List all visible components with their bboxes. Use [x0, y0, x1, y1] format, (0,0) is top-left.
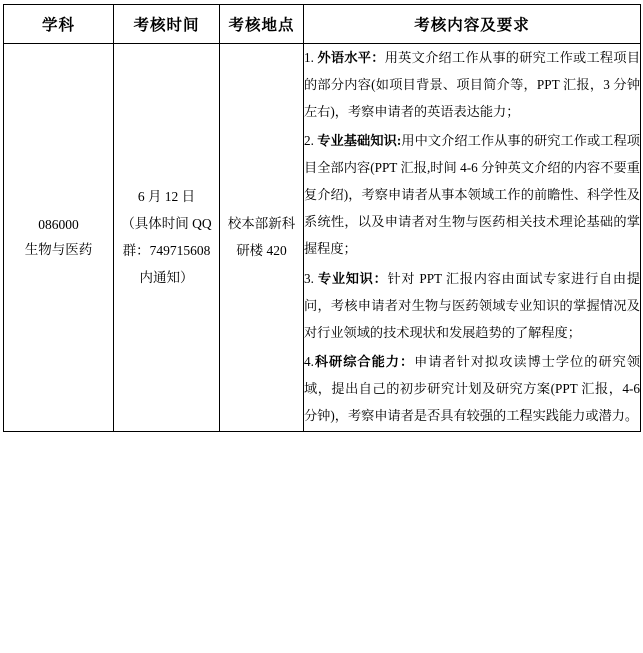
place-line-1: 校本部新科 — [227, 216, 296, 232]
table-header-row — [4, 5, 641, 44]
cell-content — [304, 44, 641, 432]
header-place: 考核地点 — [220, 5, 304, 44]
header-content: 考核内容及要求 — [304, 5, 641, 44]
requirement-item-3 — [304, 265, 640, 346]
requirement-number-3: 3. — [304, 270, 314, 286]
requirement-text-3: 针对 PPT 汇报内容由面试专家进行自由提问，考核申请者对生物与医药领域专业知识的掌握情况及对行业领域的技术现状和发展趋势的了解程度； — [304, 270, 641, 340]
exam-schedule-table — [3, 4, 641, 432]
subject-name: 生物与医药 — [24, 242, 93, 258]
requirement-item-4 — [304, 348, 640, 429]
requirement-text-2: 用中文介绍工作从事的研究工作或工程项目全部内容(PPT 汇报,时间 4-6 分钟英文介绍的内容不要重复介绍)，考察申请者从事本领域工作的前瞻性、科学性及系统性，以及申请者对生物与医药相关技术理论基础的掌握程度； — [304, 133, 640, 257]
time-note-line-1: （具体时间 QQ — [121, 216, 212, 232]
place-line-2: 研楼 420 — [236, 243, 287, 259]
requirement-title-2: 专业基础知识: — [317, 133, 402, 149]
requirement-number-2: 2. — [304, 133, 314, 149]
time-date: 6 月 12 日 — [137, 189, 196, 205]
cell-time — [114, 44, 220, 432]
requirement-item-2 — [304, 127, 640, 262]
table-row — [4, 44, 641, 432]
header-time: 考核时间 — [114, 5, 220, 44]
cell-subject — [4, 44, 114, 432]
requirement-text-4: 申请者针对拟攻读博士学位的研究领域，提出自己的初步研究计划及研究方案(PPT 汇报，4-6 分钟)，考察申请者是否具有较强的工程实践能力或潜力。 — [304, 353, 641, 423]
requirement-title-3: 专业知识： — [317, 270, 388, 286]
time-note-line-2: 群：749715608 — [122, 243, 211, 259]
requirement-text-1: 用英文介绍工作从事的研究工作或工程项目的部分内容(如项目背景、项目简介等，PPT 汇报，3 分钟左右)，考察申请者的英语表达能力； — [304, 50, 641, 120]
requirement-number-4: 4. — [304, 353, 314, 369]
requirement-item-1 — [304, 44, 640, 125]
cell-place — [220, 44, 304, 432]
subject-code: 086000 — [38, 216, 79, 232]
requirement-title-4: 科研综合能力： — [313, 353, 415, 369]
requirement-number-1: 1. — [304, 50, 314, 65]
time-note-line-3: 内通知） — [139, 270, 194, 286]
table-header — [4, 5, 641, 44]
table-body — [4, 44, 641, 432]
header-subject: 学科 — [4, 5, 114, 44]
requirement-title-1: 外语水平： — [317, 50, 385, 65]
